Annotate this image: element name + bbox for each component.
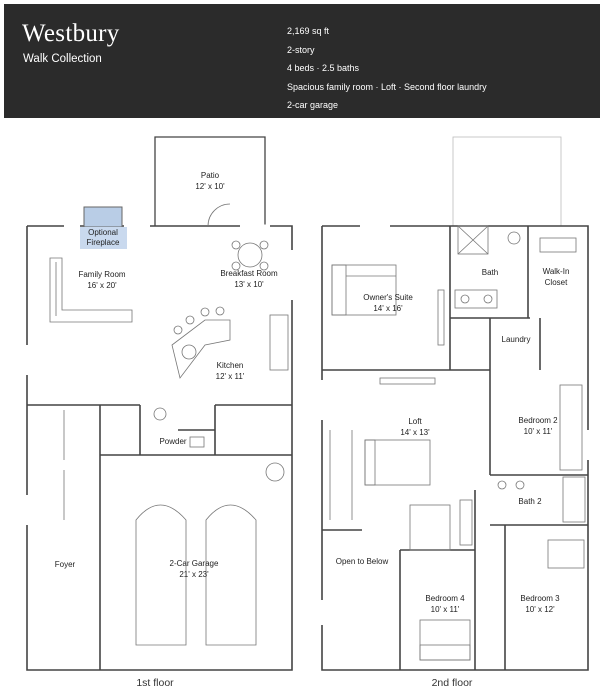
foyer-name: Foyer bbox=[54, 560, 76, 569]
bath-name: Bath bbox=[481, 268, 499, 277]
bedroom3-name: Bedroom 3 bbox=[520, 594, 560, 603]
second-floor-labels bbox=[336, 267, 570, 689]
loft-name: Loft bbox=[408, 417, 422, 426]
bath2-name: Bath 2 bbox=[518, 497, 542, 506]
spec-sqft: 2,169 sq ft bbox=[287, 26, 330, 36]
laundry-name: Laundry bbox=[501, 335, 531, 344]
spec-stories: 2-story bbox=[287, 44, 315, 55]
loft-dims: 14' x 13' bbox=[400, 428, 430, 437]
open-to-below-label: Open to Below bbox=[335, 557, 389, 566]
fireplace-highlight bbox=[84, 207, 122, 227]
collection-name: Walk Collection bbox=[23, 53, 102, 65]
garage-dims: 21' x 23' bbox=[179, 570, 209, 579]
bedroom4-name: Bedroom 4 bbox=[425, 594, 465, 603]
owners-suite-dims: 14' x 16' bbox=[373, 304, 403, 313]
fireplace-label: Optional bbox=[88, 228, 118, 237]
owners-suite-name: Owner's Suite bbox=[363, 293, 413, 302]
first-floor-label: 1st floor bbox=[136, 677, 174, 689]
second-floor-label: 2nd floor bbox=[431, 677, 473, 689]
spec-garage: 2-car garage bbox=[287, 100, 339, 110]
model-name: Westbury bbox=[22, 20, 120, 47]
bedroom2-dims: 10' x 11' bbox=[523, 427, 553, 436]
family-room-dims: 16' x 20' bbox=[87, 281, 117, 290]
second-floor-plan bbox=[322, 137, 588, 670]
fireplace-label-2: Fireplace bbox=[86, 238, 120, 247]
spec-features: Spacious family room · Loft · Second floor laundry bbox=[287, 81, 487, 92]
walk-in-closet-name-2: Closet bbox=[544, 278, 568, 287]
patio-dims: 12' x 10' bbox=[195, 182, 225, 191]
bedroom3-dims: 10' x 12' bbox=[525, 605, 555, 614]
kitchen-name: Kitchen bbox=[216, 361, 244, 370]
kitchen-dims: 12' x 11' bbox=[215, 372, 245, 381]
bedroom2-name: Bedroom 2 bbox=[518, 416, 558, 425]
spec-beds-baths: 4 beds · 2.5 baths bbox=[287, 63, 360, 73]
bedroom4-dims: 10' x 11' bbox=[430, 605, 460, 614]
powder-name: Powder bbox=[159, 437, 187, 446]
patio-name: Patio bbox=[200, 171, 220, 180]
family-room-name: Family Room bbox=[78, 270, 126, 279]
first-floor-plan bbox=[27, 137, 292, 670]
garage-name: 2-Car Garage bbox=[169, 559, 219, 568]
breakfast-room-dims: 13' x 10' bbox=[234, 280, 264, 289]
breakfast-room-name: Breakfast Room bbox=[220, 269, 278, 278]
walk-in-closet-name: Walk-In bbox=[542, 267, 570, 276]
